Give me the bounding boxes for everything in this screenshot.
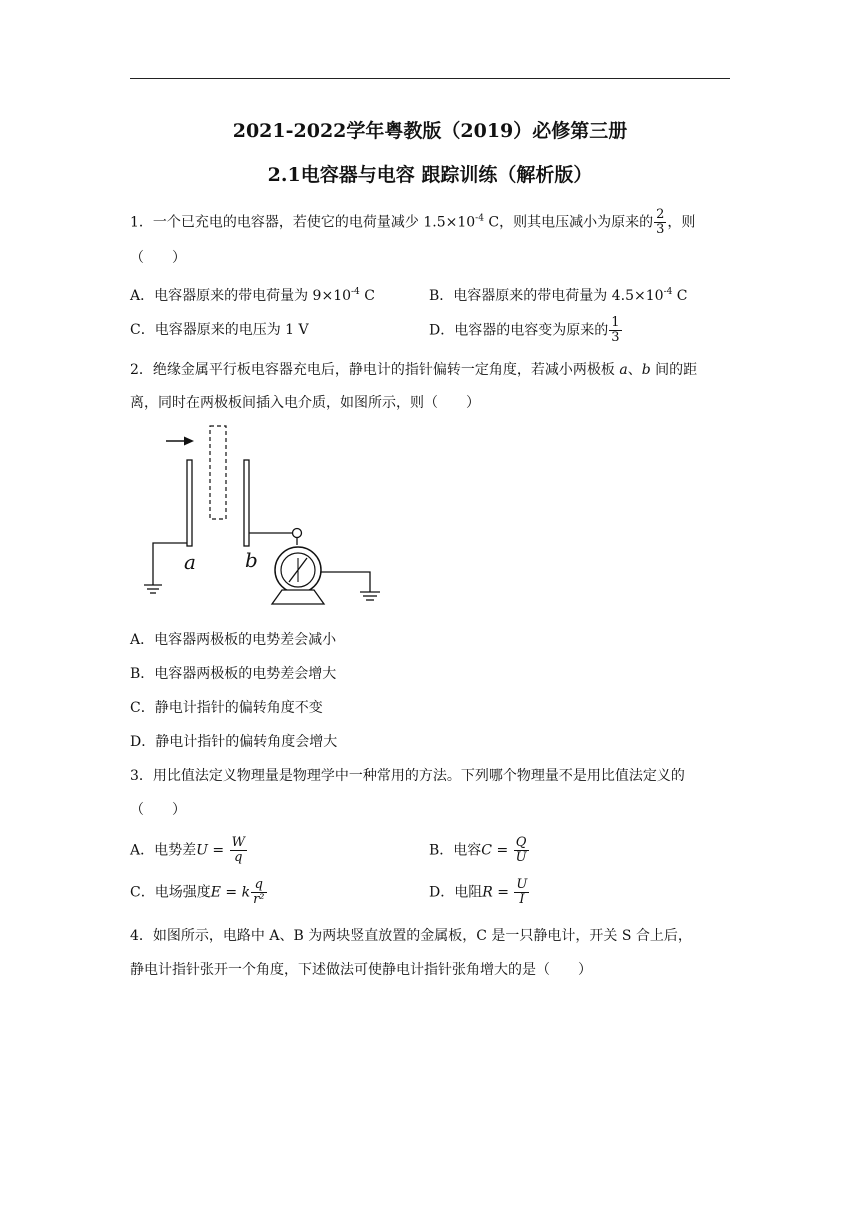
q1-option-b: B．电容器原来的带电荷量为 $4.5\times 10^{-4}$ C — [429, 287, 688, 304]
q2-stem-line2: 离，同时在两极板间插入电介质，如图所示，则（ ） — [130, 395, 480, 411]
q1-paren: （ ） — [130, 250, 186, 266]
q1-stem: 1．一个已充电的电容器，若使它的电荷量减少 $1.5\times 10^{-4}$ C，则其电压减小为原来的 $\frac{2}{3}$ ，则 — [130, 207, 696, 237]
q3-stem: 3．用比值法定义物理量是物理学中一种常用的方法。下列哪个物理量不是用比值法定义的 — [130, 768, 685, 784]
q4-stem-line1: 4．如图所示，电路中 A、B 为两块竖直放置的金属板，C 是一只静电计，开关 S 合上后， — [130, 928, 692, 944]
wire-a-ground — [153, 543, 187, 585]
q3-option-b: B．电容C = $\frac{Q}{U}$ — [429, 835, 527, 865]
capacitor-electroscope-diagram — [130, 420, 390, 610]
plate-b — [244, 460, 249, 546]
q3-option-a: A．电势差U = $\frac{W}{q}$ — [130, 835, 245, 865]
q4-stem-line2: 静电计指针张开一个角度，下述做法可使静电计指针张角增大的是（ ） — [130, 962, 592, 978]
q3-option-d: D．电阻R = $\frac{U}{I}$ — [429, 877, 528, 907]
electrometer-base — [272, 590, 324, 604]
q3-paren: （ ） — [130, 802, 186, 818]
q1-option-d: D．电容器的电容变为原来的 $\frac{1}{3}$ — [429, 315, 620, 345]
insert-arrow-head — [184, 437, 194, 446]
label-a: a — [184, 550, 196, 574]
electrometer-terminal — [293, 529, 302, 538]
label-b: b — [245, 548, 258, 572]
wire-electrometer-ground — [321, 572, 370, 592]
q2-stem-line1: 2．绝缘金属平行板电容器充电后，静电计的指针偏转一定角度，若减小两极板 a、b 间的距 — [130, 362, 698, 378]
q2-option-c: C．静电计指针的偏转角度不变 — [130, 700, 323, 716]
q1-option-a: A．电容器原来的带电荷量为 $9\times 10^{-4}$ C — [130, 287, 375, 304]
ground-symbol-left — [144, 585, 162, 593]
dielectric-slab — [210, 426, 226, 519]
q2-option-d: D．静电计指针的偏转角度会增大 — [130, 734, 338, 750]
page-title: 2021-2022学年粤教版（2019）必修第三册 — [232, 120, 628, 142]
header-rule — [130, 78, 730, 79]
q3-option-c: C．电场强度E = k $\frac{q}{\text{r²}}$ — [130, 877, 265, 907]
ground-symbol-right — [360, 592, 380, 600]
page-subtitle: 2.1电容器与电容 跟踪训练（解析版） — [267, 164, 593, 186]
q1-option-c: C．电容器原来的电压为 1 V — [130, 322, 309, 338]
plate-a — [187, 460, 192, 546]
q1-fraction: $\frac{2}{3}$ — [656, 207, 665, 237]
q2-option-a: A．电容器两极板的电势差会减小 — [130, 632, 337, 648]
q2-option-b: B．电容器两极板的电势差会增大 — [130, 666, 337, 682]
